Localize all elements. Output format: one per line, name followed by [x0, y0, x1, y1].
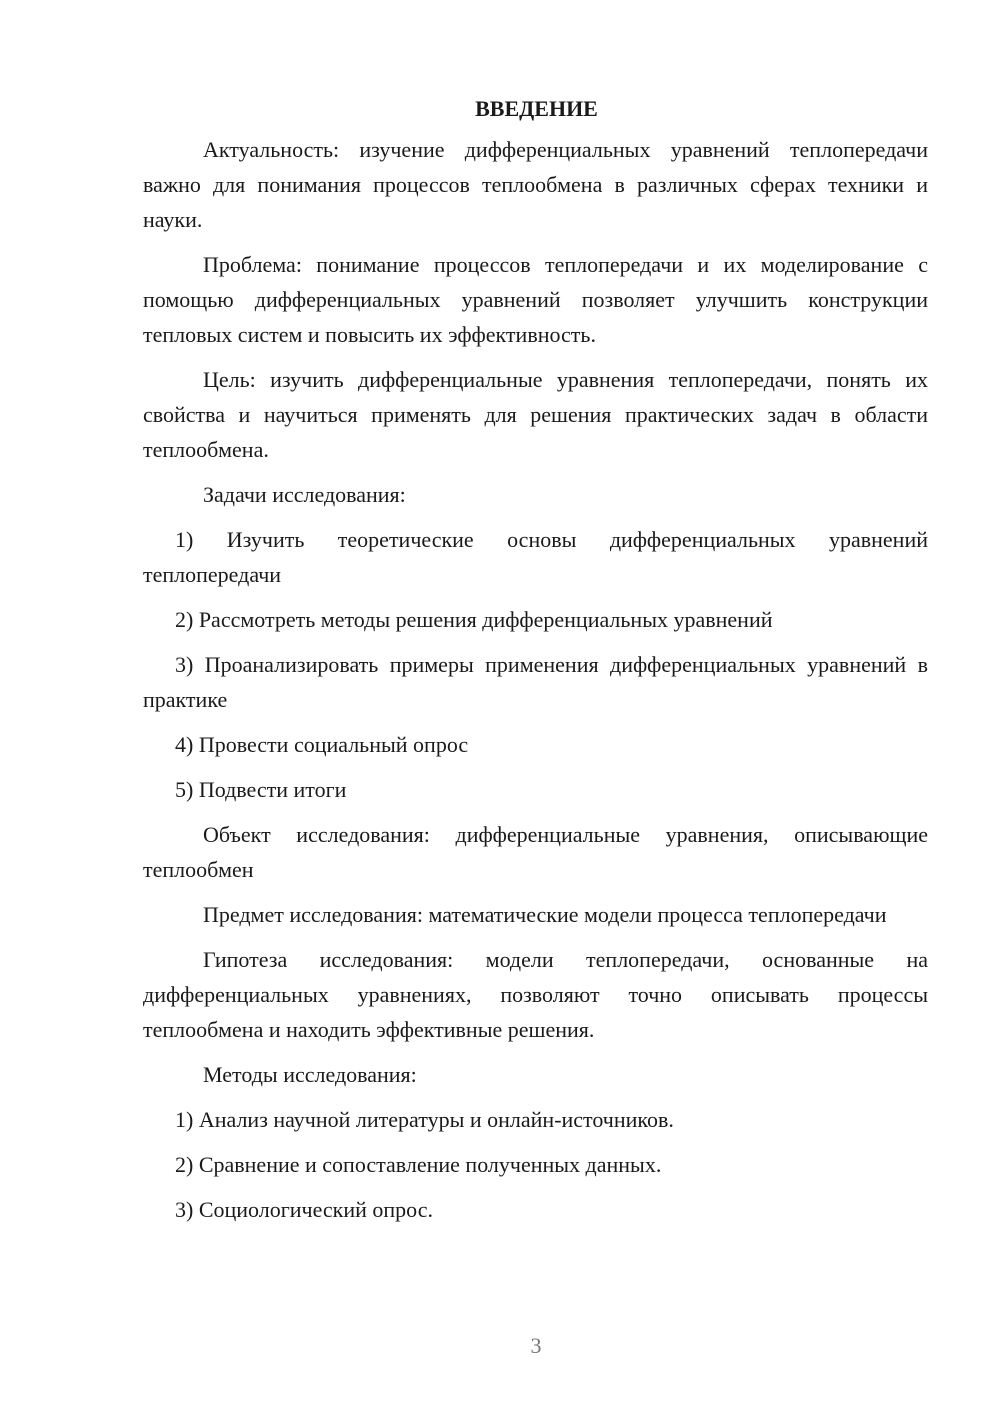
subject-paragraph: Предмет исследования: математические модели процесса теплопередачи [203, 902, 887, 927]
task-item-2: 2) Рассмотреть методы решения дифференциальных уравнений [175, 607, 773, 632]
task-item-4: 4) Провести социальный опрос [175, 732, 469, 757]
task-item-1: 1) Изучить теоретические основы дифференциальных уравнений теплопередачи [143, 527, 928, 587]
hypothesis-paragraph: Гипотеза исследования: модели теплопередачи, основанные на дифференциальных уравнениях, позволяют точно описывать процессы теплообмена и находить эффективные решения. [143, 947, 928, 1042]
task-item-5: 5) Подвести итоги [175, 777, 347, 802]
document-title: ВВЕДЕНИЕ [475, 96, 598, 121]
method-item-1: 1) Анализ научной литературы и онлайн-источников. [175, 1107, 674, 1132]
problem-paragraph: Проблема: понимание процессов теплопередачи и их моделирование с помощью дифференциальных уравнений позволяет улучшить конструкции тепловых систем и повысить их эффективность. [143, 252, 928, 347]
page-number: 3 [530, 1333, 542, 1358]
method-item-3: 3) Социологический опрос. [175, 1197, 433, 1222]
method-item-2: 2) Сравнение и сопоставление полученных данных. [175, 1152, 662, 1177]
methods-label: Методы исследования: [203, 1062, 417, 1087]
relevance-paragraph: Актуальность: изучение дифференциальных уравнений теплопередачи важно для понимания процессов теплообмена в различных сферах техники и науки. [143, 137, 928, 232]
object-paragraph: Объект исследования: дифференциальные уравнения, описывающие теплообмен [143, 822, 928, 882]
task-item-3: 3) Проанализировать примеры применения дифференциальных уравнений в практике [143, 652, 928, 712]
document-page [143, 92, 928, 1237]
goal-paragraph: Цель: изучить дифференциальные уравнения теплопередачи, понять их свойства и научиться применять для решения практических задач в области теплообмена. [143, 367, 928, 462]
tasks-label: Задачи исследования: [203, 482, 406, 507]
